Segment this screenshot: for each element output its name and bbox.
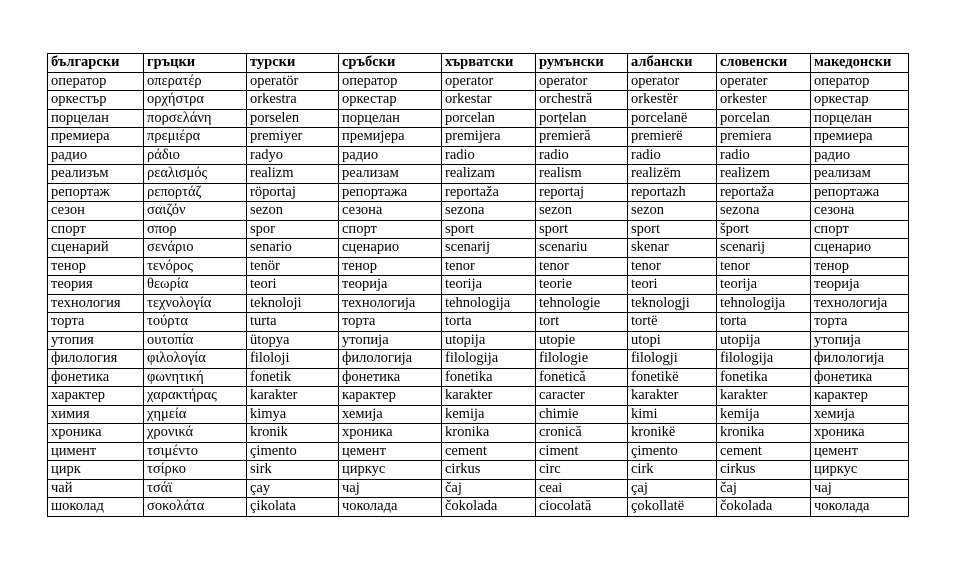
cell-serbian: хемија (339, 405, 442, 424)
cell-albanian: çimento (628, 442, 717, 461)
cell-croatian: porcelan (442, 109, 536, 128)
cell-serbian: теорија (339, 276, 442, 295)
cell-croatian: reportaža (442, 183, 536, 202)
cell-albanian: çaj (628, 479, 717, 498)
cell-serbian: чај (339, 479, 442, 498)
cell-croatian: tehnologija (442, 294, 536, 313)
cell-croatian: teorija (442, 276, 536, 295)
cell-slovenian: sezona (717, 202, 811, 221)
cell-turkish: sezon (247, 202, 339, 221)
cell-turkish: karakter (247, 387, 339, 406)
cell-turkish: çikolata (247, 498, 339, 517)
cell-bulgarian: репортаж (48, 183, 144, 202)
cell-slovenian: scenarij (717, 239, 811, 258)
cell-serbian: сезона (339, 202, 442, 221)
table-row (48, 498, 909, 517)
cell-romanian: radio (536, 146, 628, 165)
cell-greek: σενάριο (144, 239, 247, 258)
cell-bulgarian: чай (48, 479, 144, 498)
table-row (48, 91, 909, 110)
cell-serbian: технологија (339, 294, 442, 313)
cell-macedonian: торта (811, 313, 909, 332)
cell-albanian: realizëm (628, 165, 717, 184)
cell-romanian: tenor (536, 257, 628, 276)
table-row (48, 479, 909, 498)
table-row (48, 350, 909, 369)
table-row (48, 461, 909, 480)
cell-serbian: оркестар (339, 91, 442, 110)
cell-albanian: karakter (628, 387, 717, 406)
cell-greek: τούρτα (144, 313, 247, 332)
cell-croatian: cement (442, 442, 536, 461)
table-row (48, 183, 909, 202)
cell-turkish: kimya (247, 405, 339, 424)
cell-romanian: realism (536, 165, 628, 184)
cell-greek: θεωρία (144, 276, 247, 295)
table-row (48, 331, 909, 350)
cell-romanian: utopie (536, 331, 628, 350)
cell-croatian: premijera (442, 128, 536, 147)
cell-bulgarian: сезон (48, 202, 144, 221)
cell-croatian: orkestar (442, 91, 536, 110)
cell-bulgarian: характер (48, 387, 144, 406)
cell-greek: τσάϊ (144, 479, 247, 498)
table-row (48, 368, 909, 387)
cell-albanian: tenor (628, 257, 717, 276)
cell-turkish: röportaj (247, 183, 339, 202)
cell-romanian: filologie (536, 350, 628, 369)
cell-romanian: tehnologie (536, 294, 628, 313)
cell-serbian: утопија (339, 331, 442, 350)
cell-croatian: sport (442, 220, 536, 239)
cell-bulgarian: оркестър (48, 91, 144, 110)
cell-greek: τσιμέντο (144, 442, 247, 461)
cell-slovenian: operater (717, 72, 811, 91)
cell-albanian: cirk (628, 461, 717, 480)
table-row (48, 442, 909, 461)
cell-bulgarian: химия (48, 405, 144, 424)
cell-croatian: čokolada (442, 498, 536, 517)
cell-bulgarian: филология (48, 350, 144, 369)
cell-serbian: радио (339, 146, 442, 165)
cell-serbian: циркус (339, 461, 442, 480)
cell-romanian: operator (536, 72, 628, 91)
cell-bulgarian: премиера (48, 128, 144, 147)
cell-slovenian: fonetika (717, 368, 811, 387)
cell-turkish: filoloji (247, 350, 339, 369)
cell-bulgarian: торта (48, 313, 144, 332)
cell-albanian: kronikë (628, 424, 717, 443)
table-row (48, 276, 909, 295)
cell-slovenian: porcelan (717, 109, 811, 128)
cell-macedonian: карактер (811, 387, 909, 406)
cell-macedonian: утопија (811, 331, 909, 350)
cell-macedonian: радио (811, 146, 909, 165)
cell-greek: ορχήστρα (144, 91, 247, 110)
cell-turkish: spor (247, 220, 339, 239)
cell-romanian: caracter (536, 387, 628, 406)
cell-albanian: çokollatë (628, 498, 717, 517)
header-serbian: сръбски (339, 54, 442, 73)
header-romanian: румънски (536, 54, 628, 73)
cell-serbian: хроника (339, 424, 442, 443)
cell-turkish: operatör (247, 72, 339, 91)
cell-macedonian: репортажа (811, 183, 909, 202)
table-row (48, 146, 909, 165)
cell-bulgarian: порцелан (48, 109, 144, 128)
cell-macedonian: теорија (811, 276, 909, 295)
cell-bulgarian: спорт (48, 220, 144, 239)
cell-albanian: filologji (628, 350, 717, 369)
cell-albanian: kimi (628, 405, 717, 424)
cell-macedonian: хемија (811, 405, 909, 424)
table-row (48, 128, 909, 147)
header-croatian: хърватски (442, 54, 536, 73)
cell-bulgarian: цирк (48, 461, 144, 480)
cell-croatian: kemija (442, 405, 536, 424)
cell-greek: ουτοπία (144, 331, 247, 350)
table-body (48, 72, 909, 516)
cell-turkish: radyo (247, 146, 339, 165)
cell-slovenian: torta (717, 313, 811, 332)
table-row (48, 220, 909, 239)
cell-serbian: сценарио (339, 239, 442, 258)
table-row (48, 294, 909, 313)
cell-serbian: оператор (339, 72, 442, 91)
cell-slovenian: premiera (717, 128, 811, 147)
cell-slovenian: orkester (717, 91, 811, 110)
cell-romanian: ciment (536, 442, 628, 461)
table-row (48, 239, 909, 258)
cell-croatian: sezona (442, 202, 536, 221)
header-greek: гръцки (144, 54, 247, 73)
cell-croatian: radio (442, 146, 536, 165)
cell-turkish: kronik (247, 424, 339, 443)
cell-albanian: radio (628, 146, 717, 165)
cell-serbian: спорт (339, 220, 442, 239)
cell-slovenian: tenor (717, 257, 811, 276)
cell-slovenian: karakter (717, 387, 811, 406)
cell-romanian: tort (536, 313, 628, 332)
cell-macedonian: премиера (811, 128, 909, 147)
cell-serbian: чоколада (339, 498, 442, 517)
cell-turkish: turta (247, 313, 339, 332)
cell-greek: χημεία (144, 405, 247, 424)
cell-slovenian: cement (717, 442, 811, 461)
cell-slovenian: tehnologija (717, 294, 811, 313)
cell-macedonian: чај (811, 479, 909, 498)
cell-greek: φιλολογία (144, 350, 247, 369)
cell-albanian: teknologji (628, 294, 717, 313)
cell-macedonian: реализам (811, 165, 909, 184)
table-row (48, 313, 909, 332)
table-row (48, 165, 909, 184)
cell-greek: σπορ (144, 220, 247, 239)
cell-turkish: tenör (247, 257, 339, 276)
cell-romanian: circ (536, 461, 628, 480)
cell-romanian: orchestră (536, 91, 628, 110)
cell-croatian: kronika (442, 424, 536, 443)
cell-bulgarian: хроника (48, 424, 144, 443)
cell-romanian: ciocolată (536, 498, 628, 517)
cell-serbian: реализам (339, 165, 442, 184)
cell-croatian: cirkus (442, 461, 536, 480)
table-row (48, 109, 909, 128)
cell-turkish: premiyer (247, 128, 339, 147)
cell-macedonian: порцелан (811, 109, 909, 128)
cell-macedonian: сезона (811, 202, 909, 221)
table-row (48, 72, 909, 91)
cell-greek: χαρακτήρας (144, 387, 247, 406)
cell-macedonian: цемент (811, 442, 909, 461)
cell-croatian: scenarij (442, 239, 536, 258)
cell-albanian: teori (628, 276, 717, 295)
cell-serbian: карактер (339, 387, 442, 406)
header-slovenian: словенски (717, 54, 811, 73)
cell-turkish: sirk (247, 461, 339, 480)
cell-croatian: filologija (442, 350, 536, 369)
cell-greek: σοκολάτα (144, 498, 247, 517)
cell-greek: τεχνολογία (144, 294, 247, 313)
cell-macedonian: оператор (811, 72, 909, 91)
cell-slovenian: kronika (717, 424, 811, 443)
cell-slovenian: filologija (717, 350, 811, 369)
cell-bulgarian: сценарий (48, 239, 144, 258)
cell-albanian: premierë (628, 128, 717, 147)
cell-bulgarian: оператор (48, 72, 144, 91)
cell-serbian: тенор (339, 257, 442, 276)
cell-bulgarian: реализъм (48, 165, 144, 184)
cell-greek: χρονικά (144, 424, 247, 443)
cell-serbian: филологија (339, 350, 442, 369)
cell-turkish: teori (247, 276, 339, 295)
cell-macedonian: фонетика (811, 368, 909, 387)
cell-turkish: senario (247, 239, 339, 258)
cell-romanian: ceai (536, 479, 628, 498)
cell-greek: πορσελάνη (144, 109, 247, 128)
header-macedonian: македонски (811, 54, 909, 73)
cell-macedonian: циркус (811, 461, 909, 480)
cell-albanian: sport (628, 220, 717, 239)
cell-romanian: teorie (536, 276, 628, 295)
cell-macedonian: спорт (811, 220, 909, 239)
header-albanian: албански (628, 54, 717, 73)
cell-greek: ρεαλισμός (144, 165, 247, 184)
cell-macedonian: оркестар (811, 91, 909, 110)
table-row (48, 257, 909, 276)
cell-greek: ράδιο (144, 146, 247, 165)
cell-romanian: sezon (536, 202, 628, 221)
cell-greek: τσίρκο (144, 461, 247, 480)
header-row (48, 54, 909, 73)
cell-turkish: realizm (247, 165, 339, 184)
cell-romanian: chimie (536, 405, 628, 424)
cell-romanian: premieră (536, 128, 628, 147)
cell-greek: φωνητική (144, 368, 247, 387)
cell-serbian: цемент (339, 442, 442, 461)
cell-albanian: orkestër (628, 91, 717, 110)
cell-croatian: torta (442, 313, 536, 332)
cell-albanian: sezon (628, 202, 717, 221)
cell-serbian: репортажа (339, 183, 442, 202)
cell-turkish: fonetik (247, 368, 339, 387)
cell-slovenian: radio (717, 146, 811, 165)
cell-macedonian: технологија (811, 294, 909, 313)
cell-turkish: ütopya (247, 331, 339, 350)
cell-turkish: teknoloji (247, 294, 339, 313)
cell-turkish: çay (247, 479, 339, 498)
cell-slovenian: teorija (717, 276, 811, 295)
cell-bulgarian: технология (48, 294, 144, 313)
vocabulary-sheet (47, 53, 909, 517)
cell-albanian: skenar (628, 239, 717, 258)
table-row (48, 405, 909, 424)
cell-slovenian: cirkus (717, 461, 811, 480)
cell-macedonian: чоколада (811, 498, 909, 517)
cell-croatian: karakter (442, 387, 536, 406)
cell-slovenian: reportaža (717, 183, 811, 202)
cell-albanian: tortë (628, 313, 717, 332)
cell-bulgarian: фонетика (48, 368, 144, 387)
cell-croatian: fonetika (442, 368, 536, 387)
cell-croatian: čaj (442, 479, 536, 498)
cell-albanian: reportazh (628, 183, 717, 202)
cell-greek: ρεπορτάζ (144, 183, 247, 202)
cell-serbian: премијера (339, 128, 442, 147)
cell-bulgarian: цимент (48, 442, 144, 461)
cell-bulgarian: радио (48, 146, 144, 165)
cell-romanian: porțelan (536, 109, 628, 128)
cell-greek: τενόρος (144, 257, 247, 276)
header-bulgarian: български (48, 54, 144, 73)
cell-albanian: fonetikë (628, 368, 717, 387)
loanword-comparison-table (47, 53, 909, 517)
cell-croatian: tenor (442, 257, 536, 276)
table-row (48, 424, 909, 443)
cell-romanian: sport (536, 220, 628, 239)
cell-bulgarian: тенор (48, 257, 144, 276)
cell-bulgarian: шоколад (48, 498, 144, 517)
cell-bulgarian: теория (48, 276, 144, 295)
table-row (48, 202, 909, 221)
cell-croatian: utopija (442, 331, 536, 350)
cell-romanian: fonetică (536, 368, 628, 387)
cell-croatian: operator (442, 72, 536, 91)
cell-romanian: cronică (536, 424, 628, 443)
cell-romanian: scenariu (536, 239, 628, 258)
cell-croatian: realizam (442, 165, 536, 184)
cell-macedonian: хроника (811, 424, 909, 443)
cell-slovenian: kemija (717, 405, 811, 424)
cell-turkish: porselen (247, 109, 339, 128)
cell-serbian: порцелан (339, 109, 442, 128)
cell-slovenian: čokolada (717, 498, 811, 517)
cell-serbian: фонетика (339, 368, 442, 387)
cell-greek: σαιζόν (144, 202, 247, 221)
cell-slovenian: šport (717, 220, 811, 239)
cell-macedonian: филологија (811, 350, 909, 369)
cell-macedonian: сценарио (811, 239, 909, 258)
cell-slovenian: realizem (717, 165, 811, 184)
cell-slovenian: čaj (717, 479, 811, 498)
cell-turkish: orkestra (247, 91, 339, 110)
cell-slovenian: utopija (717, 331, 811, 350)
cell-albanian: utopi (628, 331, 717, 350)
cell-serbian: торта (339, 313, 442, 332)
cell-turkish: çimento (247, 442, 339, 461)
cell-greek: πρεμιέρα (144, 128, 247, 147)
table-row (48, 387, 909, 406)
cell-albanian: porcelanë (628, 109, 717, 128)
cell-romanian: reportaj (536, 183, 628, 202)
cell-bulgarian: утопия (48, 331, 144, 350)
cell-albanian: operator (628, 72, 717, 91)
header-turkish: турски (247, 54, 339, 73)
cell-greek: οπερατέρ (144, 72, 247, 91)
cell-macedonian: тенор (811, 257, 909, 276)
